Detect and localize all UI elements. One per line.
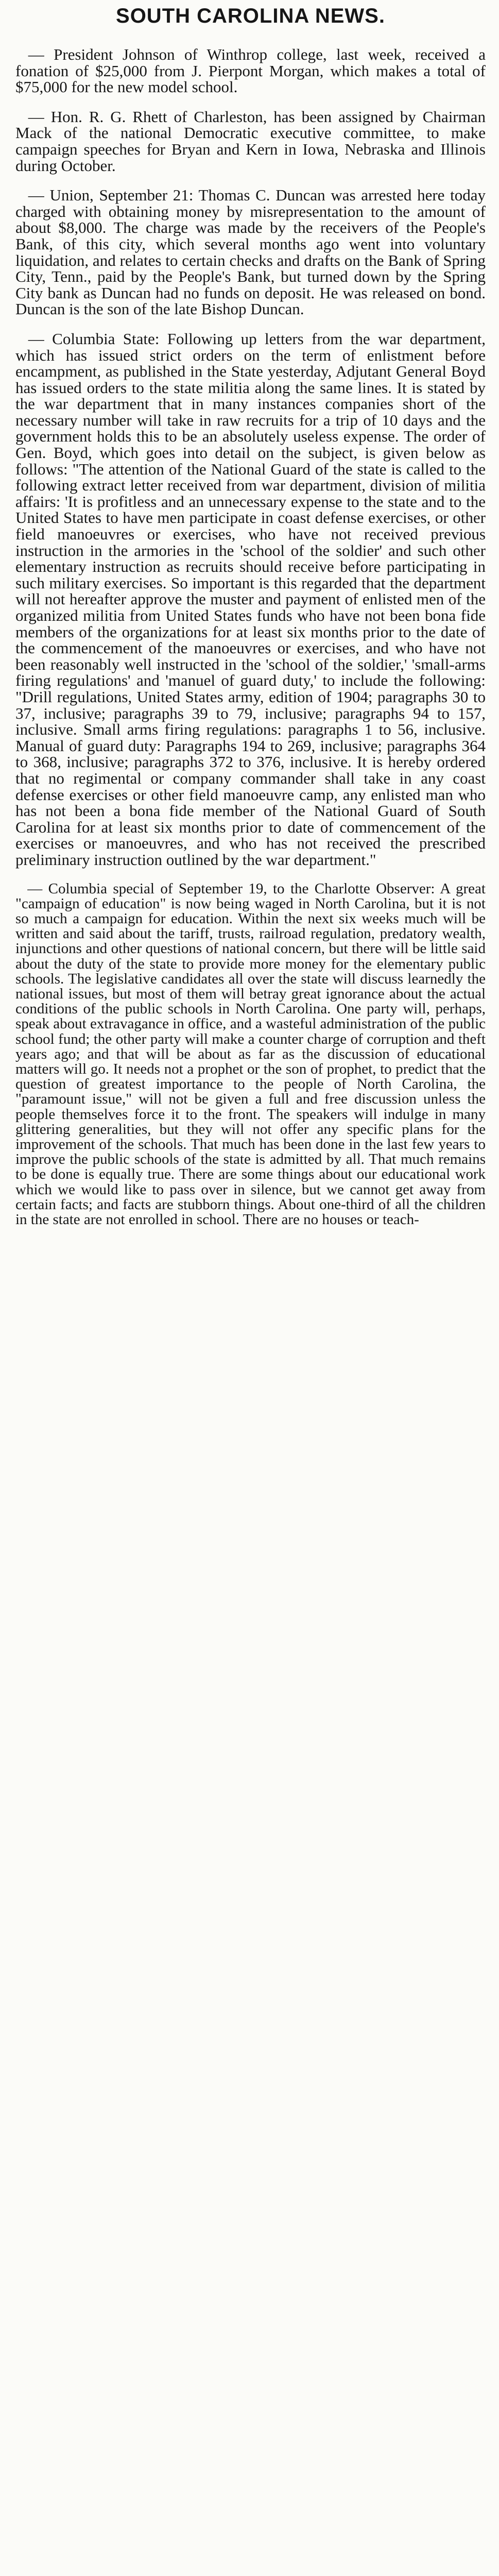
section-headline: SOUTH CAROLINA NEWS. — [116, 5, 385, 27]
news-item-militia-order: — Columbia State: Following up letters from the war department, which has issued strict orders on the term of enlistment before encampment, as published in the State yesterday, Adjutant General Boyd has issued orders to the state militia along the same lines. It is stated by the war department that in many instances companies short of the necessary number will take in raw recruits for a trip of 10 days and the government holds this to be an absolutely useless expense. The order of Gen. Boyd, which goes into detail on the subject, is given below as follows: "The attention of the National Guard of the state is called to the following extract letter received from war department, division of militia affairs: 'It is profitless and an unnecessary expense to the state and to the United States to have men participate in coast defense exercises, or other field manoeuvres or exercises, who have not received previous instruction in the armories in the 'school of the soldier' and such other elementary instruction as recruits should receive before participating in such military exercises. So important is this regarded that the department will not hereafter approve the muster and payment of enlisted men of the organized militia from United States funds who have not been bona fide members of the organizations for at least six months prior to the date of the commencement of the manoeuvres or exercises, and who have not been reasonably well instructed in the 'school of the soldier,' 'small-arms firing regulations' and 'manuel of guard duty,' to include the following: "Drill regulations, United States army, edition of 1904; paragraphs 30 to 37, inclusive; paragraphs 39 to 79, inclusive; paragraphs 94 to 157, inclusive. Small arms firing regulations: paragraphs 1 to 56, inclusive. Manual of guard duty: Paragraphs 194 to 269, inclusive; paragraphs 364 to 368, inclusive; paragraphs 372 to 376, inclusive. It is hereby ordered that no regimental or company commander shall take in any coast defense exercises or other field manoeuvre camp, any enlisted man who has not been a bona fide member of the National Guard of South Carolina for at least six months prior to date of commencement of the exercises or manoeuvres, and who has not received the prescribed preliminary instruction outlined by the war department." — [15, 329, 486, 869]
news-item-rhett: — Hon. R. G. Rhett of Charleston, has been assigned by Chairman Mack of the national Democratic executive committee, to make campaign speeches for Bryan and Kern in Iowa, Nebraska and Illinois during October. — [15, 107, 486, 175]
news-item-winthrop: — President Johnson of Winthrop college, last week, received a fonation of $25,000 from J. Pierpont Morgan, which makes a total of $75,000 for the new model school. — [15, 45, 486, 96]
news-item-education-campaign: — Columbia special of September 19, to the Charlotte Observer: A great "campaign of education" is now being waged in North Carolina, but it is not so much a campaign for education. Within the next six weeks much will be written and said about the tariff, trusts, railroad regulation, predatory wealth, injunctions and other questions of national concern, but there will be little said about the duty of the state to provide more money for the elementary public schools. The legislative candidates all over the state will discuss learnedly the national issues, but most of them will betray great ignorance about the actual conditions of the public schools in North Carolina. One party will, perhaps, speak about extravagance in office, and a wasteful administration of the public school fund; the other party will make a counter charge of corruption and theft years ago; and that will be about as far as the discussion of educational matters will go. It needs not a prophet or the son of prophet, to predict that the question of greatest importance to the people of North Carolina, the "paramount issue," will not be given a full and free discussion unless the people themselves force it to the front. The speakers will indulge in many glittering generalities, but they will not offer any specific plans for the improvement of the schools. That much has been done in the last few years to improve the public schools of the state is admitted by all. That much remains to be done is equally true. There are some things about our educational work which we would like to pass over in silence, but we cannot get away from certain facts; and facts are stubborn things. About one-third of all the children in the state are not enrolled in school. There are no houses or teach- — [15, 880, 486, 1228]
news-item-duncan: — Union, September 21: Thomas C. Duncan was arrested here today charged with obtaining money by misrepresentation to the amount of about $8,000. The charge was made by the receivers of the People's Bank, of this city, which several months ago went into voluntary liquidation, and relates to certain checks and drafts on the Bank of Spring City, Tenn., paid by the People's Bank, but turned down by the Spring City bank as Duncan had no funds on deposit. He was released on bond. Duncan is the son of the late Bishop Duncan. — [15, 186, 486, 318]
